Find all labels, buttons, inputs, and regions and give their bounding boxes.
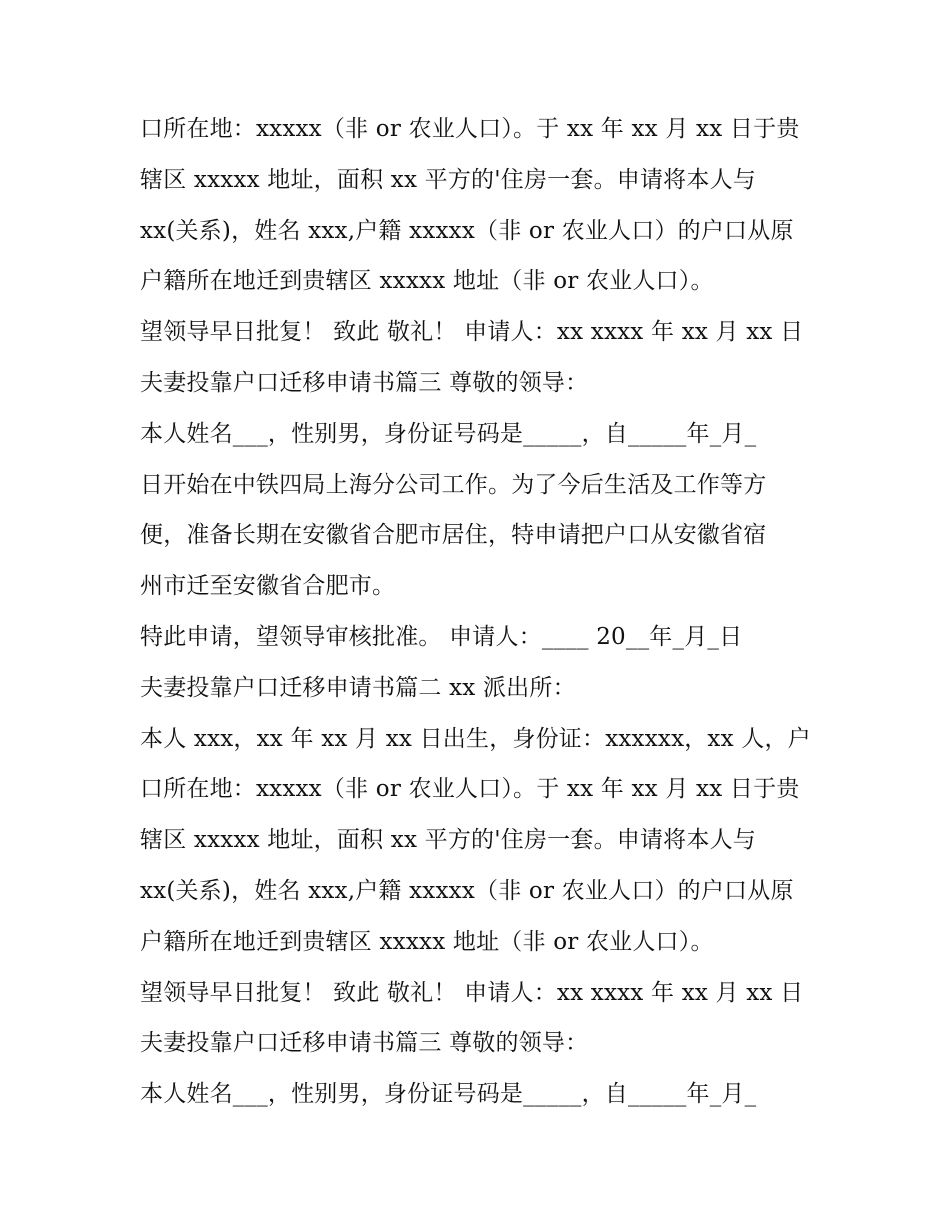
text-line: 本人 xxx，xx 年 xx 月 xx 日出生，身份证：xxxxxx，xx 人，户	[140, 725, 811, 752]
text-line: 辖区 xxxxx 地址，面积 xx 平方的'住房一套。申请将本人与	[140, 827, 756, 854]
text-line: 望领导早日批复！ 致此 敬礼！ 申请人：xx xxxx 年 xx 月 xx 日	[140, 319, 804, 346]
text-line: 日开始在中铁四局上海分公司工作。为了今后生活及工作等方	[140, 471, 767, 498]
text-line: 特此申请，望领导审核批准。 申请人：____ 20__年_月_日	[140, 623, 743, 650]
text-line: 户籍所在地迁到贵辖区 xxxxx 地址（非 or 农业人口）。	[140, 268, 714, 295]
text-line: 辖区 xxxxx 地址，面积 xx 平方的'住房一套。申请将本人与	[140, 166, 756, 193]
text-line: 望领导早日批复！ 致此 敬礼！ 申请人：xx xxxx 年 xx 月 xx 日	[140, 979, 804, 1006]
text-line: xx(关系)，姓名 xxx,户籍 xxxxx（非 or 农业人口）的户口从原	[140, 217, 794, 244]
document-body	[140, 104, 840, 1120]
text-line: 口所在地：xxxxx（非 or 农业人口）。于 xx 年 xx 月 xx 日于贵	[140, 116, 800, 142]
text-line: 州市迁至安徽省合肥市。	[140, 573, 396, 600]
text-line: xx(关系)，姓名 xxx,户籍 xxxxx（非 or 农业人口）的户口从原	[140, 877, 794, 904]
text-line: 本人姓名___，性别男，身份证号码是_____，自_____年_月_	[140, 1081, 757, 1108]
text-line: 本人姓名___，性别男，身份证号码是_____，自_____年_月_	[140, 420, 757, 447]
section-heading-line: 夫妻投靠户口迁移申请书篇三 尊敬的领导：	[140, 369, 589, 396]
text-line: 口所在地：xxxxx（非 or 农业人口）。于 xx 年 xx 月 xx 日于贵	[140, 776, 800, 803]
text-line: 户籍所在地迁到贵辖区 xxxxx 地址（非 or 农业人口）。	[140, 928, 714, 955]
text-line: 便，准备长期在安徽省合肥市居住，特申请把户口从安徽省宿	[140, 522, 767, 549]
section-heading-line: 夫妻投靠户口迁移申请书篇二 xx 派出所：	[140, 674, 576, 701]
section-heading-line: 夫妻投靠户口迁移申请书篇三 尊敬的领导：	[140, 1030, 589, 1057]
